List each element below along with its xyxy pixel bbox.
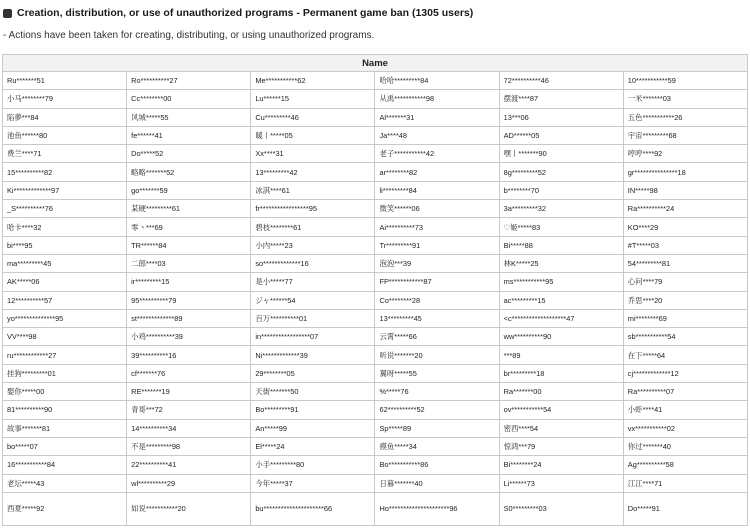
- table-cell: 一米*******03: [623, 90, 747, 108]
- table-cell: Al*******31: [375, 108, 499, 126]
- table-cell: Sp*****89: [375, 419, 499, 437]
- table-cell: 江江****71: [623, 474, 747, 492]
- table-cell: 陷夢***84: [3, 108, 127, 126]
- table-row: [3, 474, 748, 492]
- table-cell: 费兰****71: [3, 145, 127, 163]
- table-cell: Ru*******51: [3, 72, 127, 90]
- table-cell: vx***********02: [623, 419, 747, 437]
- table-cell: 西夏*****92: [3, 492, 127, 525]
- table-cell: 今年*****37: [251, 474, 375, 492]
- table-cell: 宇宙*********68: [623, 126, 747, 144]
- table-cell: 老子***********42: [375, 145, 499, 163]
- table-cell: 14**********34: [127, 419, 251, 437]
- table-cell: 泡泡***39: [375, 254, 499, 272]
- table-cell: Tr*********91: [375, 236, 499, 254]
- table-row: [3, 492, 748, 525]
- section-note: - Actions have been taken for creating, distributing, or using unauthorized programs.: [3, 30, 375, 41]
- table-cell: Ho*********************96: [375, 492, 499, 525]
- table-cell: _S**********76: [3, 200, 127, 218]
- table-cell: 小马********79: [3, 90, 127, 108]
- table-cell: 嘿丨*******90: [499, 145, 623, 163]
- table-cell: fr*****************95: [251, 200, 375, 218]
- column-header-name: Name: [3, 55, 748, 72]
- table-cell: go*******59: [127, 181, 251, 199]
- table-row: [3, 218, 748, 236]
- table-cell: TR******84: [127, 236, 251, 254]
- table-cell: li*********84: [375, 181, 499, 199]
- table-cell: Ag**********58: [623, 456, 747, 474]
- table-row: [3, 328, 748, 346]
- table-cell: 天街*******50: [251, 383, 375, 401]
- table-cell: 小内*****23: [251, 236, 375, 254]
- table-cell: 小鸡**********39: [127, 328, 251, 346]
- table-cell: cj*************12: [623, 364, 747, 382]
- table-cell: 娶你*****00: [3, 383, 127, 401]
- table-cell: 81**********90: [3, 401, 127, 419]
- table-body: [3, 72, 748, 526]
- table-cell: <c*******************47: [499, 309, 623, 327]
- table-cell: ジャ******54: [251, 291, 375, 309]
- table-row: [3, 200, 748, 218]
- table-cell: El*****24: [251, 437, 375, 455]
- table-cell: br*********18: [499, 364, 623, 382]
- table-cell: 8g*********52: [499, 163, 623, 181]
- table-row: [3, 346, 748, 364]
- table-cell: ww**********90: [499, 328, 623, 346]
- table-cell: 72**********46: [499, 72, 623, 90]
- table-cell: 密西****54: [499, 419, 623, 437]
- table-cell: Co********28: [375, 291, 499, 309]
- table-row: [3, 364, 748, 382]
- table-cell: Cc********00: [127, 90, 251, 108]
- table-row: [3, 273, 748, 291]
- table-header-row: [3, 55, 748, 72]
- table-cell: 小手*********80: [251, 456, 375, 474]
- table-cell: %*****76: [375, 383, 499, 401]
- table-cell: Bi*****88: [499, 236, 623, 254]
- table-cell: 62**********52: [375, 401, 499, 419]
- table-row: [3, 163, 748, 181]
- table-cell: 哼哼****92: [623, 145, 747, 163]
- table-cell: FP************87: [375, 273, 499, 291]
- table-row: [3, 456, 748, 474]
- table-cell: Bi********24: [499, 456, 623, 474]
- table-cell: Ni*************39: [251, 346, 375, 364]
- table-cell: so*************16: [251, 254, 375, 272]
- table-cell: 哈哈*********84: [375, 72, 499, 90]
- table-row: [3, 383, 748, 401]
- table-cell: 老坛*****43: [3, 474, 127, 492]
- table-cell: 在下*****64: [623, 346, 747, 364]
- table-cell: #T*****03: [623, 236, 747, 254]
- table-row: [3, 108, 748, 126]
- table-cell: bi****95: [3, 236, 127, 254]
- table-cell: 微笑******06: [375, 200, 499, 218]
- table-cell: 林K*****25: [499, 254, 623, 272]
- table-cell: 云霄*****66: [375, 328, 499, 346]
- table-row: [3, 437, 748, 455]
- section-header: [3, 5, 473, 21]
- table-cell: bo*****07: [3, 437, 127, 455]
- table-cell: 某硬*********61: [127, 200, 251, 218]
- table-cell: 3a*********32: [499, 200, 623, 218]
- table-cell: Li******73: [499, 474, 623, 492]
- table-cell: AD******05: [499, 126, 623, 144]
- table-cell: 29********05: [251, 364, 375, 382]
- table-cell: bu*********************66: [251, 492, 375, 525]
- table-cell: yo**************95: [3, 309, 127, 327]
- table-cell: ac*********15: [499, 291, 623, 309]
- table-cell: gr***************18: [623, 163, 747, 181]
- table-cell: Me***********62: [251, 72, 375, 90]
- table-cell: 零丶***69: [127, 218, 251, 236]
- table-cell: ar********82: [375, 163, 499, 181]
- table-cell: 冰淇****61: [251, 181, 375, 199]
- table-cell: Do*****52: [127, 145, 251, 163]
- table-row: [3, 291, 748, 309]
- table-cell: 13*********45: [375, 309, 499, 327]
- table-cell: in*****************07: [251, 328, 375, 346]
- table-cell: fe******41: [127, 126, 251, 144]
- table-cell: sb***********54: [623, 328, 747, 346]
- section-title: Creation, distribution, or use of unauthorized programs - Permanent game ban (1305 users): [17, 7, 474, 19]
- table-cell: 翼呀*****55: [375, 364, 499, 382]
- table-cell: 10***********59: [623, 72, 747, 90]
- table-cell: 青哥***72: [127, 401, 251, 419]
- table-cell: Ra**********07: [623, 383, 747, 401]
- table-cell: VV****98: [3, 328, 127, 346]
- table-cell: ru************27: [3, 346, 127, 364]
- table-cell: 13*********42: [251, 163, 375, 181]
- table-cell: ***89: [499, 346, 623, 364]
- table-cell: st*************89: [127, 309, 251, 327]
- table-cell: 13***06: [499, 108, 623, 126]
- table-cell: 乔思****20: [623, 291, 747, 309]
- table-cell: Ja****48: [375, 126, 499, 144]
- table-cell: 故事*******81: [3, 419, 127, 437]
- table-cell: Ra**********24: [623, 200, 747, 218]
- table-cell: b********70: [499, 181, 623, 199]
- table-row: [3, 72, 748, 90]
- table-cell: 暖丨*****05: [251, 126, 375, 144]
- square-bullet-icon: [3, 9, 12, 18]
- table-cell: 池鱼******80: [3, 126, 127, 144]
- table-cell: Ra*******00: [499, 383, 623, 401]
- table-row: [3, 126, 748, 144]
- table-cell: Xx****31: [251, 145, 375, 163]
- table-row: [3, 401, 748, 419]
- table-row: [3, 145, 748, 163]
- table-cell: 五色***********26: [623, 108, 747, 126]
- table-cell: Ki*************97: [3, 181, 127, 199]
- table-cell: ♡姬*****83: [499, 218, 623, 236]
- table-cell: Bo*********91: [251, 401, 375, 419]
- table-cell: 哈卡****32: [3, 218, 127, 236]
- table-cell: 略略*******52: [127, 163, 251, 181]
- table-cell: 百万**********01: [251, 309, 375, 327]
- table-cell: 碧枝********61: [251, 218, 375, 236]
- table-cell: 是小*****77: [251, 273, 375, 291]
- table-row: [3, 254, 748, 272]
- table-cell: 95**********79: [127, 291, 251, 309]
- table-cell: 如说***********20: [127, 492, 251, 525]
- table-cell: cf*******76: [127, 364, 251, 382]
- table-cell: 16***********84: [3, 456, 127, 474]
- table-cell: ma*********45: [3, 254, 127, 272]
- banned-users-table: [2, 54, 748, 526]
- table-cell: mi********69: [623, 309, 747, 327]
- table-cell: 日暮*******40: [375, 474, 499, 492]
- table-row: [3, 309, 748, 327]
- table-cell: 15**********82: [3, 163, 127, 181]
- table-cell: 不是*********98: [127, 437, 251, 455]
- table-cell: 你过*******40: [623, 437, 747, 455]
- table-cell: 小虾****41: [623, 401, 747, 419]
- table-cell: 惊鸿***79: [499, 437, 623, 455]
- table-cell: Cu*********46: [251, 108, 375, 126]
- table-cell: 从禹***********98: [375, 90, 499, 108]
- table-cell: Ai**********73: [375, 218, 499, 236]
- table-cell: 摆渡****87: [499, 90, 623, 108]
- table-cell: 挂狗*********01: [3, 364, 127, 382]
- table-cell: RE*******19: [127, 383, 251, 401]
- table-cell: 54*********81: [623, 254, 747, 272]
- table-cell: AK*****06: [3, 273, 127, 291]
- table-row: [3, 181, 748, 199]
- table-cell: KO****29: [623, 218, 747, 236]
- table-cell: 心问****79: [623, 273, 747, 291]
- table-cell: 39**********16: [127, 346, 251, 364]
- table-cell: Lu******15: [251, 90, 375, 108]
- table-cell: Bo***********86: [375, 456, 499, 474]
- table-cell: 摸鱼*****34: [375, 437, 499, 455]
- table-cell: 听说*******20: [375, 346, 499, 364]
- table-cell: An*****99: [251, 419, 375, 437]
- table-cell: ir*********15: [127, 273, 251, 291]
- table-cell: 风城*****55: [127, 108, 251, 126]
- table-cell: 12**********57: [3, 291, 127, 309]
- table-cell: ms***********95: [499, 273, 623, 291]
- table-row: [3, 236, 748, 254]
- table-cell: Ro**********27: [127, 72, 251, 90]
- table-row: [3, 90, 748, 108]
- table-cell: S0*********03: [499, 492, 623, 525]
- table-cell: IN*****98: [623, 181, 747, 199]
- table-cell: ov***********54: [499, 401, 623, 419]
- table-cell: 二郎****03: [127, 254, 251, 272]
- table-cell: wl**********29: [127, 474, 251, 492]
- table-cell: Do*****91: [623, 492, 747, 525]
- table-cell: 22**********41: [127, 456, 251, 474]
- table-row: [3, 419, 748, 437]
